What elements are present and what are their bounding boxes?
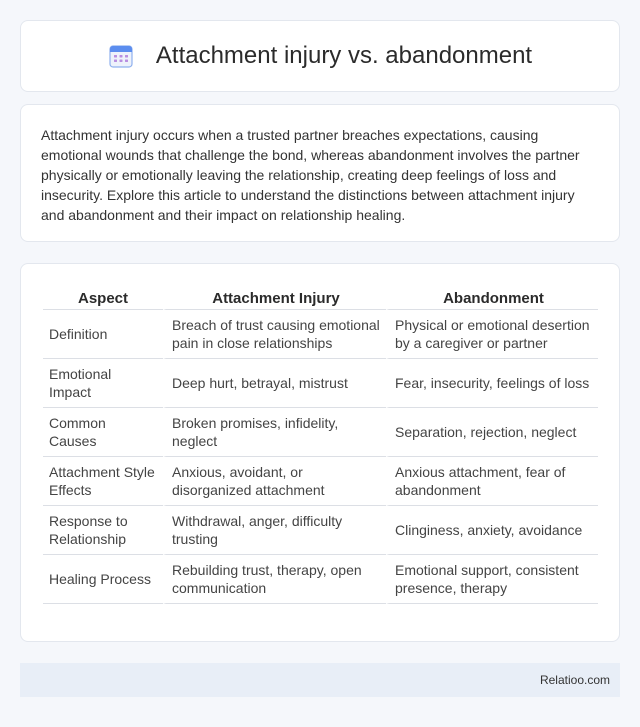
row-aspect: Common Causes	[43, 408, 163, 457]
table-row	[43, 457, 598, 506]
row-aspect: Healing Process	[43, 555, 163, 604]
row-aspect: Attachment Style Effects	[43, 457, 163, 506]
row-abandonment: Emotional support, consistent presence, therapy	[386, 555, 598, 604]
row-abandonment: Separation, rejection, neglect	[386, 408, 598, 457]
table-header-row	[43, 284, 598, 310]
row-aspect: Emotional Impact	[43, 359, 163, 408]
row-attachment-injury: Broken promises, infidelity, neglect	[163, 408, 386, 457]
row-abandonment: Anxious attachment, fear of abandonment	[386, 457, 598, 506]
header-abandonment: Abandonment	[386, 284, 598, 310]
table-row	[43, 359, 598, 408]
row-attachment-injury: Withdrawal, anger, difficulty trusting	[163, 506, 386, 555]
title-card	[20, 20, 620, 92]
row-aspect: Response to Relationship	[43, 506, 163, 555]
row-attachment-injury: Breach of trust causing emotional pain in close relationships	[163, 310, 386, 359]
table-row	[43, 555, 598, 604]
row-abandonment: Physical or emotional desertion by a caregiver or partner	[386, 310, 598, 359]
calendar-icon	[108, 43, 134, 69]
table-row	[43, 408, 598, 457]
row-abandonment: Fear, insecurity, feelings of loss	[386, 359, 598, 408]
comparison-table	[43, 284, 598, 604]
comparison-table-card	[20, 263, 620, 642]
footer-brand: Relatioo.com	[539, 673, 610, 687]
row-attachment-injury: Rebuilding trust, therapy, open communication	[163, 555, 386, 604]
page-title	[108, 42, 532, 70]
page-title-text: Attachment injury vs. abandonment	[155, 42, 533, 69]
row-attachment-injury: Deep hurt, betrayal, mistrust	[163, 359, 386, 408]
row-aspect: Definition	[43, 310, 163, 359]
intro-card	[20, 104, 620, 242]
footer	[20, 663, 620, 697]
intro-paragraph: Attachment injury occurs when a trusted partner breaches expectations, causing emotional wounds that challenge the bond, whereas abandonment involves the partner physically or emotionally leaving the relationship, creating deep feelings of loss and insecurity. Explore this article to understand the distinctions between attachment injury and abandonment and their impact on relationship healing.	[41, 127, 580, 223]
header-aspect: Aspect	[43, 284, 163, 310]
row-attachment-injury: Anxious, avoidant, or disorganized attachment	[163, 457, 386, 506]
table-row	[43, 506, 598, 555]
row-abandonment: Clinginess, anxiety, avoidance	[386, 506, 598, 555]
table-row	[43, 310, 598, 359]
header-attachment-injury: Attachment Injury	[163, 284, 386, 310]
